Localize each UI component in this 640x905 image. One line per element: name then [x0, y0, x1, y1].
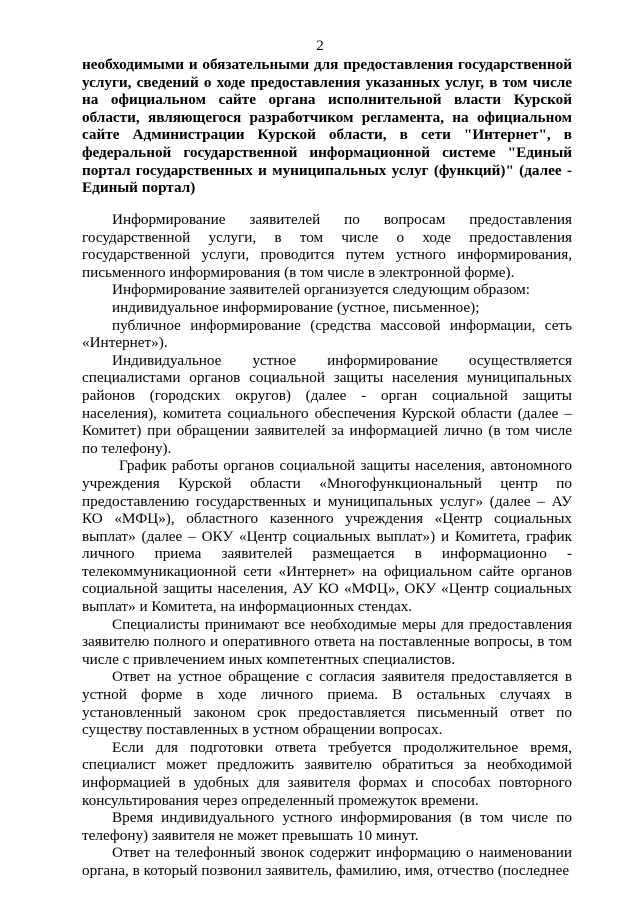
- paragraph-oral-answer: Ответ на устное обращение с согласия заявителя предоставляется в устной форме в ходе личного приема. В остальных случаях в установленный законом срок предоставляется письменный ответ по существу поставленных в устном обращении вопросах.: [82, 668, 572, 739]
- paragraph-specialists: Специалисты принимают все необходимые меры для предоставления заявителю полного и оперативного ответа на поставленные вопросы, в том числе с привлечением иных компетентных специалистов.: [82, 615, 572, 668]
- paragraph-phone-answer: Ответ на телефонный звонок содержит информацию о наименовании органа, в который позвонил заявитель, фамилию, имя, отчество (последнее: [82, 844, 572, 879]
- paragraph-long-preparation: Если для подготовки ответа требуется продолжительное время, специалист может предложить заявителю обратиться за необходимой информацией в удобных для заявителя формах и способах повторного консультирования через определенный промежуток времени.: [82, 738, 572, 809]
- paragraph-individual: индивидуальное информирование (устное, письменное);: [112, 298, 480, 316]
- paragraph-schedule: График работы органов социальной защиты населения, автономного учреждения Курской области «Многофункциональный центр по предоставлению государственных и муниципальных услуг» (далее – АУ КО «МФЦ»), областного казенного учреждения «Центр социальных выплат» (далее – ОКУ «Центр социальных выплат») и Комитета, график личного приема заявителей размещается в информационно - телекоммуникационной сети «Интернет» на официальном сайте органов социальной защиты населения, АУ КО «МФЦ», ОКУ «Центр социальных выплат» и Комитета, на информационных стендах.: [82, 457, 572, 616]
- paragraph-public: публичное информирование (средства массовой информации, сеть «Интернет»).: [82, 316, 572, 352]
- paragraph-time-limit: Время индивидуального устного информирования (в том числе по телефону) заявителя не может превышать 10 минут.: [82, 809, 572, 844]
- page-number: 2: [316, 38, 324, 54]
- section-heading: необходимыми и обязательными для предоставления государственной услуги, сведений о ходе предоставления указанных услуг, в том числе на официальном сайте органа исполнительной власти Курской области, являющегося разработчиком регламента, на официальном сайте Администрации Курской области, в сети "Интернет", в федеральной государственной информационной системе "Единый портал государственных и муниципальных услуг (функций)" (далее - Единый портал): [82, 56, 572, 197]
- paragraph-informing-intro: Информирование заявителей по вопросам предоставления государственной услуги, в том числе о ходе предоставления государственной услуги, проводится путем устного информирования, письменного информирования (в том числе в электронной форме).: [82, 211, 572, 281]
- paragraph-organization: Информирование заявителей организуется следующим образом:: [112, 281, 531, 299]
- section-heading-block: [82, 56, 572, 197]
- body-text: [82, 211, 572, 880]
- paragraph-oral-informing: Индивидуальное устное информирование осуществляется специалистами органов социальной защиты населения муниципальных районов (городских округов) (далее - орган социальной защиты населения), комитета социального обеспечения Курской области (далее – Комитет) при обращении заявителей за информацией лично (в том числе по телефону).: [82, 351, 572, 457]
